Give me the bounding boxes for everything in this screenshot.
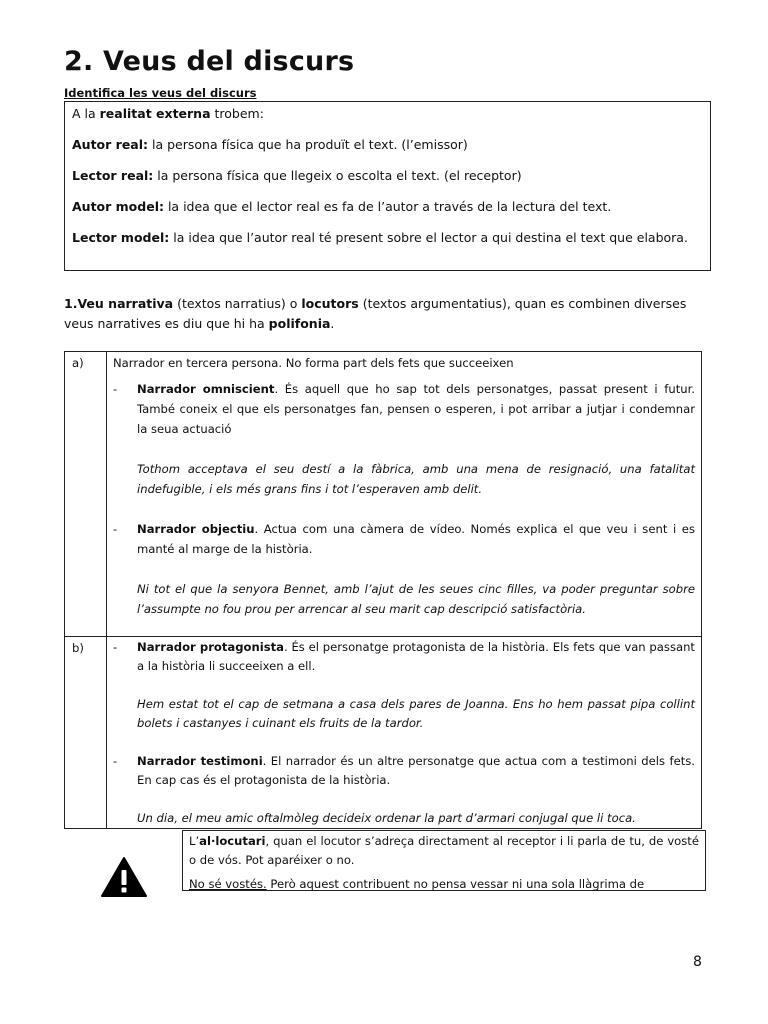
external-reality-intro: A la realitat externa trobem: bbox=[72, 106, 264, 121]
list-dash: - bbox=[113, 382, 118, 396]
page-number: 8 bbox=[693, 954, 702, 970]
list-dash: - bbox=[113, 754, 118, 768]
table-row bbox=[65, 352, 702, 637]
allocutari-example: No sé vostés. Però aquest contribuent no pensa vessar ni una sola llàgrima de bbox=[189, 877, 645, 891]
row-content bbox=[107, 637, 702, 829]
example-text: Un dia, el meu amic oftalmòleg decideix ordenar la part d’armari conjugal que li toca. bbox=[137, 811, 636, 825]
list-item: - Narrador omniscient. És aquell que ho sap tot dels personatges, passat present i futur. També coneix el que els personatges fan, pensen o esperen, i pot arribar a jutjar i condemnar la seua actuació bbox=[113, 379, 695, 439]
narrator-types-table bbox=[64, 351, 702, 829]
external-reality-box bbox=[64, 101, 711, 271]
definition-lector-model: Lector model: la idea que l’autor real té present sobre el lector a qui destina el text que elabora. bbox=[72, 230, 688, 245]
list-item: - Narrador objectiu. Actua com una càmera de vídeo. Només explica el que veu i sent i es manté al marge de la història. bbox=[113, 519, 695, 559]
allocutari-note-box bbox=[182, 830, 706, 891]
row-label: b) bbox=[65, 637, 107, 829]
row-content bbox=[107, 352, 702, 637]
list-dash: - bbox=[113, 640, 118, 654]
list-dash: - bbox=[113, 522, 118, 536]
list-item: - Narrador protagonista. És el personatge protagonista de la història. Els fets que van passant a la història li succeeixen a ell. bbox=[113, 640, 695, 673]
definition-autor-model: Autor model: la idea que el lector real es fa de l’autor a través de la lectura del text. bbox=[72, 199, 612, 214]
allocutari-definition: L’al·locutari, quan el locutor s’adreça directament al receptor i li parla de tu, de vosté o de vós. Pot aparéixer o no. bbox=[189, 834, 699, 867]
definition-autor-real: Autor real: la persona física que ha produït el text. (l’emissor) bbox=[72, 137, 468, 152]
warning-triangle-icon bbox=[100, 856, 148, 898]
table-row bbox=[65, 637, 702, 829]
page-title: 2. Veus del discurs bbox=[64, 46, 355, 77]
example-text: Ni tot el que la senyora Bennet, amb l’ajut de les seues cinc filles, va poder preguntar sobre l’assumpte no fou prou per arrencar al seu marit cap descripció satisfactòria. bbox=[137, 582, 695, 616]
example-text: Hem estat tot el cap de setmana a casa dels pares de Joanna. Ens ho hem passat pipa collint bolets i castanyes i cuinant els fruits de la tardor. bbox=[137, 697, 695, 730]
third-person-heading: Narrador en tercera persona. No forma part dels fets que succeeixen bbox=[113, 356, 514, 370]
example-text: Tothom acceptava el seu destí a la fàbrica, amb una mena de resignació, una fatalitat indefugible, i els més grans fins i tot l’esperaven amb delit. bbox=[137, 462, 695, 496]
row-label: a) bbox=[65, 352, 107, 637]
list-item: - Narrador testimoni. El narrador és un altre personatge que actua com a testimoni dels fets. En cap cas és el protagonista de la història. bbox=[113, 754, 695, 787]
section-subtitle: Identifica les veus del discurs bbox=[64, 86, 257, 100]
narrative-voice-intro: 1.Veu narrativa (textos narratius) o locutors (textos argumentatius), quan es combinen diverses veus narratives es diu que hi ha polifonia. bbox=[64, 296, 687, 331]
definition-lector-real: Lector real: la persona física que llegeix o escolta el text. (el receptor) bbox=[72, 168, 522, 183]
